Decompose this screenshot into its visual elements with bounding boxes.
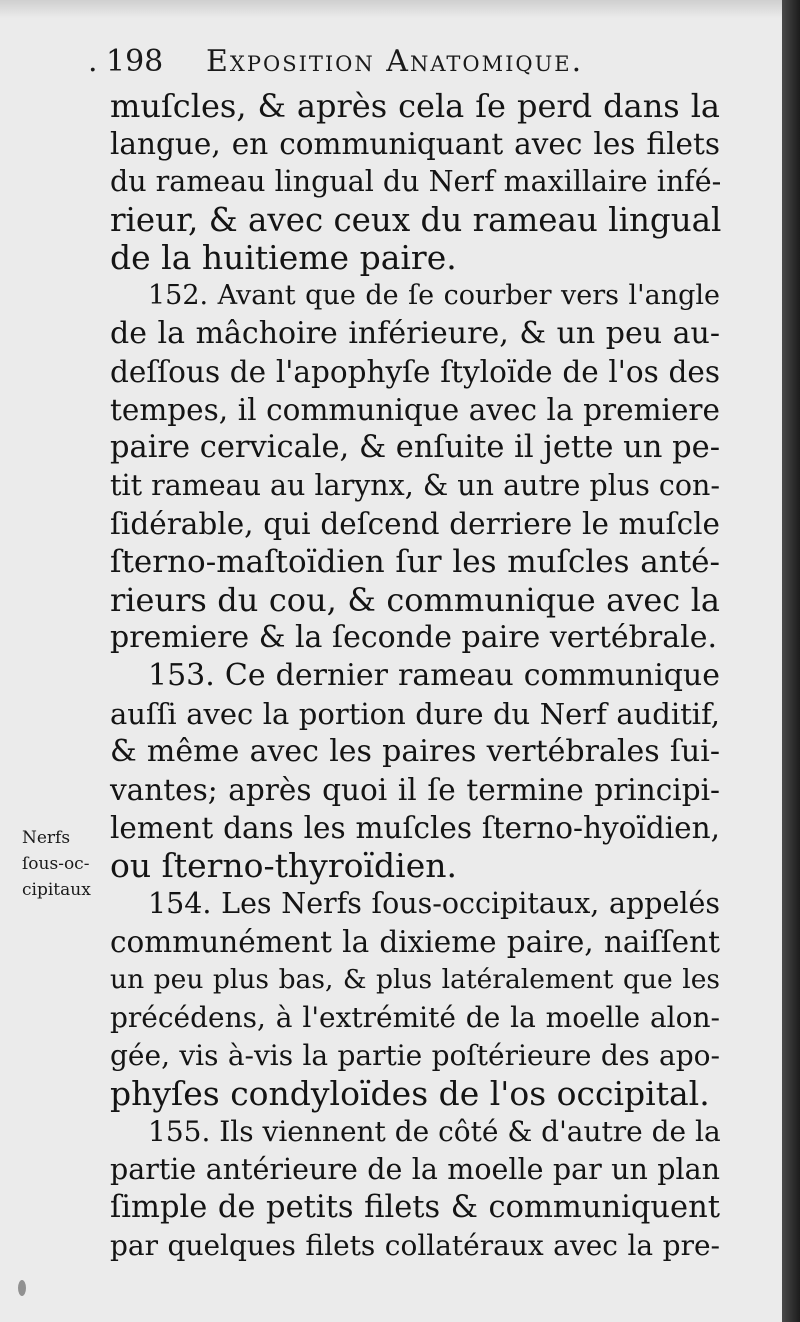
margin-note-line: cipitaux	[22, 880, 91, 900]
ink-smudge	[18, 1280, 26, 1296]
body-line: communément la dixieme paire, naiſſent	[110, 925, 720, 959]
body-line: lement dans les muſcles ſterno-hyoïdien,	[110, 811, 720, 845]
body-line: premiere & la ſeconde paire vertébrale.	[110, 620, 718, 655]
body-line: du rameau lingual du Nerf maxillaire infé-	[110, 165, 722, 198]
margin-note-line: ſous-oc-	[22, 854, 90, 874]
header-dot: .	[88, 44, 98, 79]
body-line: vantes; après quoi il ſe termine principi-	[110, 773, 720, 807]
body-line: deſſous de l'apophyſe ſtyloïde de l'os des	[110, 355, 720, 389]
body-line: un peu plus bas, & plus latéralement que les	[110, 964, 720, 995]
body-line: phyſes condyloïdes de l'os occipital.	[110, 1074, 710, 1113]
page-edge-shadow	[782, 0, 800, 1322]
paragraph-155-start: 155. Ils viennent de côté & d'autre de la	[148, 1115, 721, 1148]
body-line: tit rameau au larynx, & un autre plus con-	[110, 469, 720, 502]
body-line: langue, en communiquant avec les filets	[110, 127, 720, 161]
body-line: de la mâchoire inférieure, & un peu au-	[110, 316, 720, 351]
body-line: ou ſterno-thyroïdien.	[110, 846, 457, 885]
body-line: ſterno-maſtoïdien ſur les muſcles anté-	[110, 544, 720, 580]
body-line: tempes, il communique avec la premiere	[110, 393, 720, 427]
paragraph-154-start: 154. Les Nerfs ſous-occipitaux, appelés	[148, 887, 720, 920]
body-line: auſſi avec la portion dure du Nerf auditif,	[110, 697, 720, 731]
body-line: par quelques filets collatéraux avec la pre-	[110, 1229, 720, 1262]
running-header	[88, 38, 728, 86]
body-line: de la huitieme paire.	[110, 238, 457, 277]
body-line: paire cervicale, & enſuite il jette un pe-	[110, 430, 720, 465]
body-line: précédens, à l'extrémité de la moelle alon-	[110, 1001, 720, 1034]
running-title: Exposition Anatomique.	[206, 44, 584, 79]
paragraph-153-start: 153. Ce dernier rameau communique	[148, 658, 720, 693]
body-line: rieur, & avec ceux du rameau lingual	[110, 201, 722, 239]
page-number: 198	[106, 44, 164, 79]
body-line: rieurs du cou, & communique avec la	[110, 581, 720, 619]
body-line: muſcles, & après cela ſe perd dans la	[110, 87, 720, 125]
body-line: & même avec les paires vertébrales ſui-	[110, 734, 720, 769]
page-top-shadow	[0, 0, 782, 18]
margin-note-line: Nerfs	[22, 828, 71, 848]
body-line: ſimple de petits filets & communiquent	[110, 1190, 720, 1225]
body-line: partie antérieure de la moelle par un plan	[110, 1153, 720, 1186]
paragraph-152-start: 152. Avant que de ſe courber vers l'angle	[148, 280, 720, 311]
body-line: gée, vis à-vis la partie poſtérieure des apo-	[110, 1039, 720, 1072]
body-line: ſidérable, qui deſcend derriere le muſcle	[110, 507, 720, 541]
